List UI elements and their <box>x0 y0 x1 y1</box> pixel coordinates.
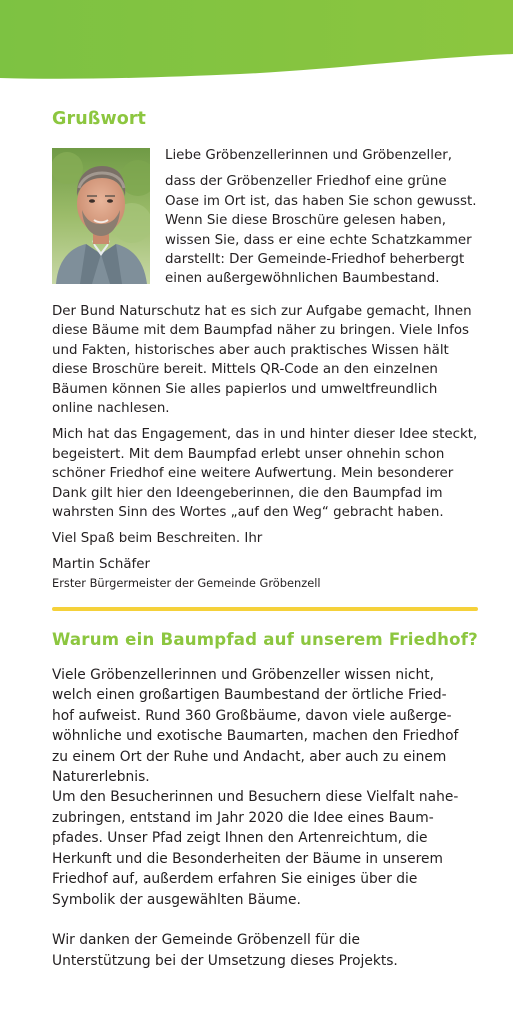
body-line: Herkunft und die Besonderheiten der Bäume in unserem <box>52 850 443 867</box>
paragraph-line: begeistert. Mit dem Baumpfad erlebt unser ohnehin schon <box>52 446 445 462</box>
body-line: Friedhof auf, außerdem erfahren Sie einiges über die <box>52 871 418 888</box>
paragraph-engagement <box>52 425 480 522</box>
body-line: Um den Besucherinnen und Besuchern diese Vielfalt nahe- <box>52 789 459 806</box>
baumpfad-text <box>52 665 482 971</box>
paragraph-bund-naturschutz <box>52 302 480 418</box>
page-content <box>52 108 480 971</box>
salutation: Liebe Gröbenzellerinnen und Gröbenzeller, <box>165 148 452 163</box>
body-line: zu einem Ort der Ruhe und Andacht, aber auch zu einem <box>52 748 447 765</box>
body-line: Naturerlebnis. <box>52 769 150 786</box>
green-wave-header <box>0 0 513 84</box>
body-line: Symbolik der ausgewählten Bäume. <box>52 891 301 908</box>
body-line: Viele Gröbenzellerinnen und Gröbenzeller wissen nicht, <box>52 667 435 684</box>
intro-paragraph <box>165 172 483 288</box>
body-line: pfades. Unser Pfad zeigt Ihnen den Artenreichtum, die <box>52 830 428 847</box>
intro-block <box>52 146 480 298</box>
intro-line: darstellt: Der Gemeinde-Friedhof beherbergt <box>165 252 465 268</box>
paragraph-line: und Fakten, historisches aber auch praktisches Wissen hält <box>52 342 449 358</box>
intro-line: dass der Gröbenzeller Friedhof eine grüne <box>165 174 447 190</box>
top-green-band <box>0 0 513 84</box>
intro-text <box>165 146 483 289</box>
paragraph-line: schöner Friedhof eine weitere Aufwertung. Mein besonderer <box>52 466 454 482</box>
section-heading-grusswort: Grußwort <box>52 109 147 129</box>
body-line: welch einen großartigen Baumbestand der örtliche Fried- <box>52 687 447 704</box>
paragraph-line: diese Bäume mit dem Baumpfad näher zu bringen. Viele Infos <box>52 323 470 339</box>
paragraph-line: Dank gilt hier den Ideengeberinnen, die den Baumpfad im <box>52 485 443 501</box>
paragraph-gap <box>52 910 482 930</box>
mayor-portrait-image <box>52 148 150 284</box>
paragraph-line: diese Broschüre bereit. Mittels QR-Code an den einzelnen <box>52 362 438 378</box>
paragraph-line: online nachlesen. <box>52 401 170 417</box>
closing-line: Viel Spaß beim Beschreiten. Ihr <box>52 531 263 547</box>
body-line: Wir danken der Gemeinde Gröbenzell für die <box>52 932 360 949</box>
yellow-divider <box>52 607 478 611</box>
body-line: zubringen, entstand im Jahr 2020 die Idee eines Baum- <box>52 809 434 826</box>
intro-line: Oase im Ort ist, das haben Sie schon gewusst. <box>165 193 477 209</box>
body-line: Unterstützung bei der Umsetzung dieses Projekts. <box>52 952 398 969</box>
paragraph-line: Der Bund Naturschutz hat es sich zur Aufgabe gemacht, Ihnen <box>52 304 472 319</box>
portrait-photo <box>52 148 150 284</box>
paragraph-line: wahrsten Sinn des Wortes „auf den Weg“ gebracht haben. <box>52 505 444 521</box>
paragraph-line: Bäumen können Sie alles papierlos und umweltfreundlich <box>52 381 438 397</box>
signature-name: Martin Schäfer <box>52 556 150 572</box>
intro-line: wissen Sie, dass er eine echte Schatzkammer <box>165 232 472 248</box>
body-line: wöhnliche und exotische Baumarten, machen den Friedhof <box>52 728 459 745</box>
intro-line: Wenn Sie diese Broschüre gelesen haben, <box>165 213 447 229</box>
signature-title: Erster Bürgermeister der Gemeinde Gröbenzell <box>52 576 321 591</box>
body-line: hof aufweist. Rund 360 Großbäume, davon viele außerge- <box>52 707 452 724</box>
intro-line: einen außergewöhnlichen Baumbestand. <box>165 271 440 287</box>
section-heading-baumpfad: Warum ein Baumpfad auf unserem Friedhof? <box>52 630 479 650</box>
paragraph-line: Mich hat das Engagement, das in und hinter dieser Idee steckt, <box>52 427 478 443</box>
